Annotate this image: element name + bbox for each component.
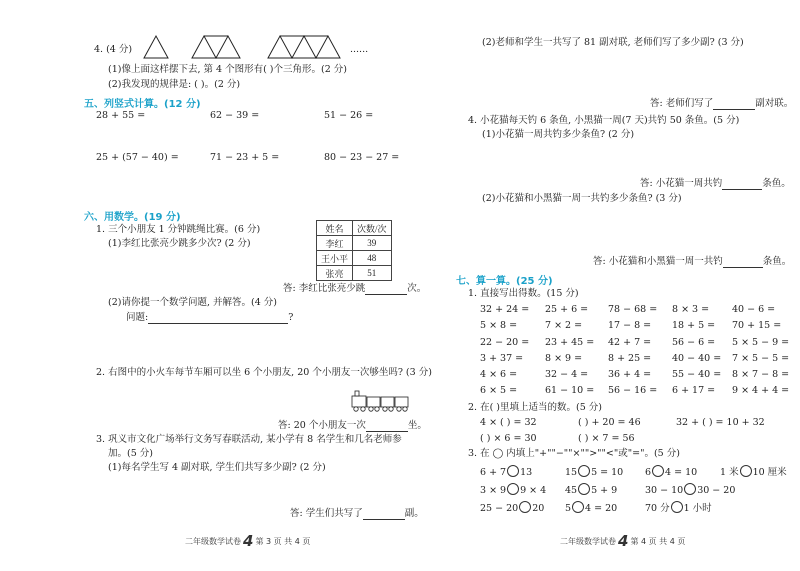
question-line: 问题: ?: [126, 312, 294, 323]
math-item: 25 + 6 =: [545, 304, 589, 315]
s7-q2-text: 2. 在( )里填上适当的数。(5 分): [468, 402, 602, 413]
q3b-text: (2)老师和学生一共写了 81 副对联, 老师们写了多少副? (3 分): [482, 37, 744, 48]
score-table: [316, 220, 392, 281]
math-item: 70 + 15 =: [732, 320, 782, 331]
section7-title: 七、算一算。(25 分): [456, 276, 553, 287]
math-item: 5 × 5 − 9 =: [732, 337, 790, 348]
section5-title: 五、列竖式计算。(12 分): [84, 99, 201, 110]
circle-blank-icon[interactable]: [684, 483, 696, 495]
compare-item: 30 − 10 30 − 20: [645, 485, 736, 496]
compare-item: 5 4 = 20: [565, 503, 618, 514]
table-header: 次数/次: [353, 221, 392, 236]
answer-3b: 答: 老师们写了 副对联。: [650, 98, 794, 109]
q1a-text: (1)李红比张亮少跳多少次? (2 分): [108, 238, 251, 249]
fill-item: ( ) × 7 = 56: [578, 433, 635, 444]
circle-blank-icon[interactable]: [519, 501, 531, 513]
math-item: 22 − 20 =: [480, 337, 530, 348]
calc-5: 71 − 23 + 5 =: [210, 152, 280, 163]
answer-1: 答: 李红比张亮少跳 次。: [283, 283, 427, 294]
circle-blank-icon[interactable]: [507, 465, 519, 477]
section6-title: 六、用数学。(19 分): [84, 212, 181, 223]
footer-right: 二年级数学试卷 4 第 4 页 共 4 页: [560, 532, 686, 550]
calc-3: 51 − 26 =: [324, 110, 374, 121]
table-cell: 李红: [317, 236, 353, 251]
math-item: 4 × 6 =: [480, 369, 518, 380]
math-item: 8 × 9 =: [545, 353, 583, 364]
math-item: 18 + 5 =: [672, 320, 716, 331]
math-item: 55 − 40 =: [672, 369, 722, 380]
s7-q3-text: 3. 在 ◯ 内填上"+""−""×"">""<"或"="。(5 分): [468, 448, 680, 459]
math-item: 40 − 6 =: [732, 304, 776, 315]
compare-item: 1 米 10 厘米: [720, 467, 787, 478]
math-item: 36 + 4 =: [608, 369, 652, 380]
calc-2: 62 − 39 =: [210, 110, 260, 121]
math-item: 8 × 7 − 8 =: [732, 369, 790, 380]
q1b-text: (2)请你提一个数学问题, 并解答。(4 分): [108, 297, 277, 308]
math-item: 32 + 24 =: [480, 304, 530, 315]
math-item: 8 + 25 =: [608, 353, 652, 364]
table-cell: 39: [353, 236, 392, 251]
answer-4a: 答: 小花猫一周共钓 条鱼。: [640, 178, 791, 189]
math-item: 6 × 5 =: [480, 385, 518, 396]
circle-blank-icon[interactable]: [578, 465, 590, 477]
calc-1: 28 + 55 =: [96, 110, 146, 121]
math-item: 56 − 16 =: [608, 385, 658, 396]
ellipsis: ......: [350, 44, 369, 55]
q3-text-c: (1)每名学生写 4 副对联, 学生们共写多少副? (2 分): [108, 462, 326, 473]
compare-item: 6 4 = 10: [645, 467, 698, 478]
math-item: 3 + 37 =: [480, 353, 524, 364]
math-item: 8 × 3 =: [672, 304, 710, 315]
q4-sub2: (2)我发现的规律是: ( )。(2 分): [108, 79, 241, 90]
table-cell: 张亮: [317, 266, 353, 281]
triangle-figures: [140, 34, 380, 60]
table-cell: 51: [353, 266, 392, 281]
answer-2: 答: 20 个小朋友一次 坐。: [278, 420, 427, 431]
circle-blank-icon[interactable]: [652, 465, 664, 477]
q4a-text: (1)小花猫一周共钓多少条鱼? (2 分): [482, 129, 635, 140]
q3-text-b: 加。(5 分): [108, 448, 153, 459]
compare-item: 15 5 = 10: [565, 467, 624, 478]
fill-item: 4 × ( ) = 32: [480, 417, 537, 428]
math-item: 17 − 8 =: [608, 320, 652, 331]
circle-blank-icon[interactable]: [740, 465, 752, 477]
math-item: 7 × 2 =: [545, 320, 583, 331]
fill-item: ( ) + 20 = 46: [578, 417, 641, 428]
circle-blank-icon[interactable]: [671, 501, 683, 513]
compare-item: 25 − 20 20: [480, 503, 545, 514]
math-item: 61 − 10 =: [545, 385, 595, 396]
train-icon: [350, 388, 412, 414]
calc-6: 80 − 23 − 27 =: [324, 152, 400, 163]
table-header: 姓名: [317, 221, 353, 236]
q4-text: 4. 小花猫每天钓 6 条鱼, 小黑猫一周(7 天)共钓 50 条鱼。(5 分): [468, 115, 740, 126]
math-item: 42 + 7 =: [608, 337, 652, 348]
q4b-text: (2)小花猫和小黑猫一周一共钓多少条鱼? (3 分): [482, 193, 682, 204]
q1-text: 1. 三个小朋友 1 分钟跳绳比赛。(6 分): [96, 224, 261, 235]
math-item: 78 − 68 =: [608, 304, 658, 315]
s7-q1-text: 1. 直接写出得数。(15 分): [468, 288, 579, 299]
circle-blank-icon[interactable]: [572, 501, 584, 513]
math-item: 6 + 17 =: [672, 385, 716, 396]
table-cell: 王小平: [317, 251, 353, 266]
answer-4b: 答: 小花猫和小黑猫一周一共钓 条鱼。: [593, 256, 792, 267]
compare-item: 45 5 + 9: [565, 485, 618, 496]
math-item: 23 + 45 =: [545, 337, 595, 348]
table-cell: 48: [353, 251, 392, 266]
q4-sub1: (1)像上面这样摆下去, 第 4 个图形有( )个三角形。(2 分): [108, 64, 347, 75]
fill-item: 32 + ( ) = 10 + 32: [676, 417, 765, 428]
circle-blank-icon[interactable]: [507, 483, 519, 495]
math-item: 9 × 4 + 4 =: [732, 385, 790, 396]
math-item: 7 × 5 − 5 =: [732, 353, 790, 364]
math-item: 5 × 8 =: [480, 320, 518, 331]
footer-left: 二年级数学试卷 4 第 3 页 共 4 页: [185, 532, 311, 550]
answer-3: 答: 学生们共写了 副。: [290, 508, 424, 519]
math-item: 32 − 4 =: [545, 369, 589, 380]
circle-blank-icon[interactable]: [578, 483, 590, 495]
math-item: 56 − 6 =: [672, 337, 716, 348]
calc-4: 25 + (57 − 40) =: [96, 152, 179, 163]
q4-label: 4. (4 分): [94, 44, 133, 55]
compare-item: 3 × 9 9 × 4: [480, 485, 547, 496]
math-item: 40 − 40 =: [672, 353, 722, 364]
q2-text: 2. 右图中的小火车每节车厢可以坐 6 个小朋友, 20 个小朋友一次够坐吗? (3 分): [96, 367, 432, 378]
q3-text-a: 3. 巩义市文化广场举行文务写春联活动, 某小学有 8 名学生和几名老师参: [96, 434, 402, 445]
compare-item: 6 + 7 13: [480, 467, 533, 478]
fill-item: ( ) × 6 = 30: [480, 433, 537, 444]
compare-item: 70 分 1 小时: [645, 503, 712, 514]
